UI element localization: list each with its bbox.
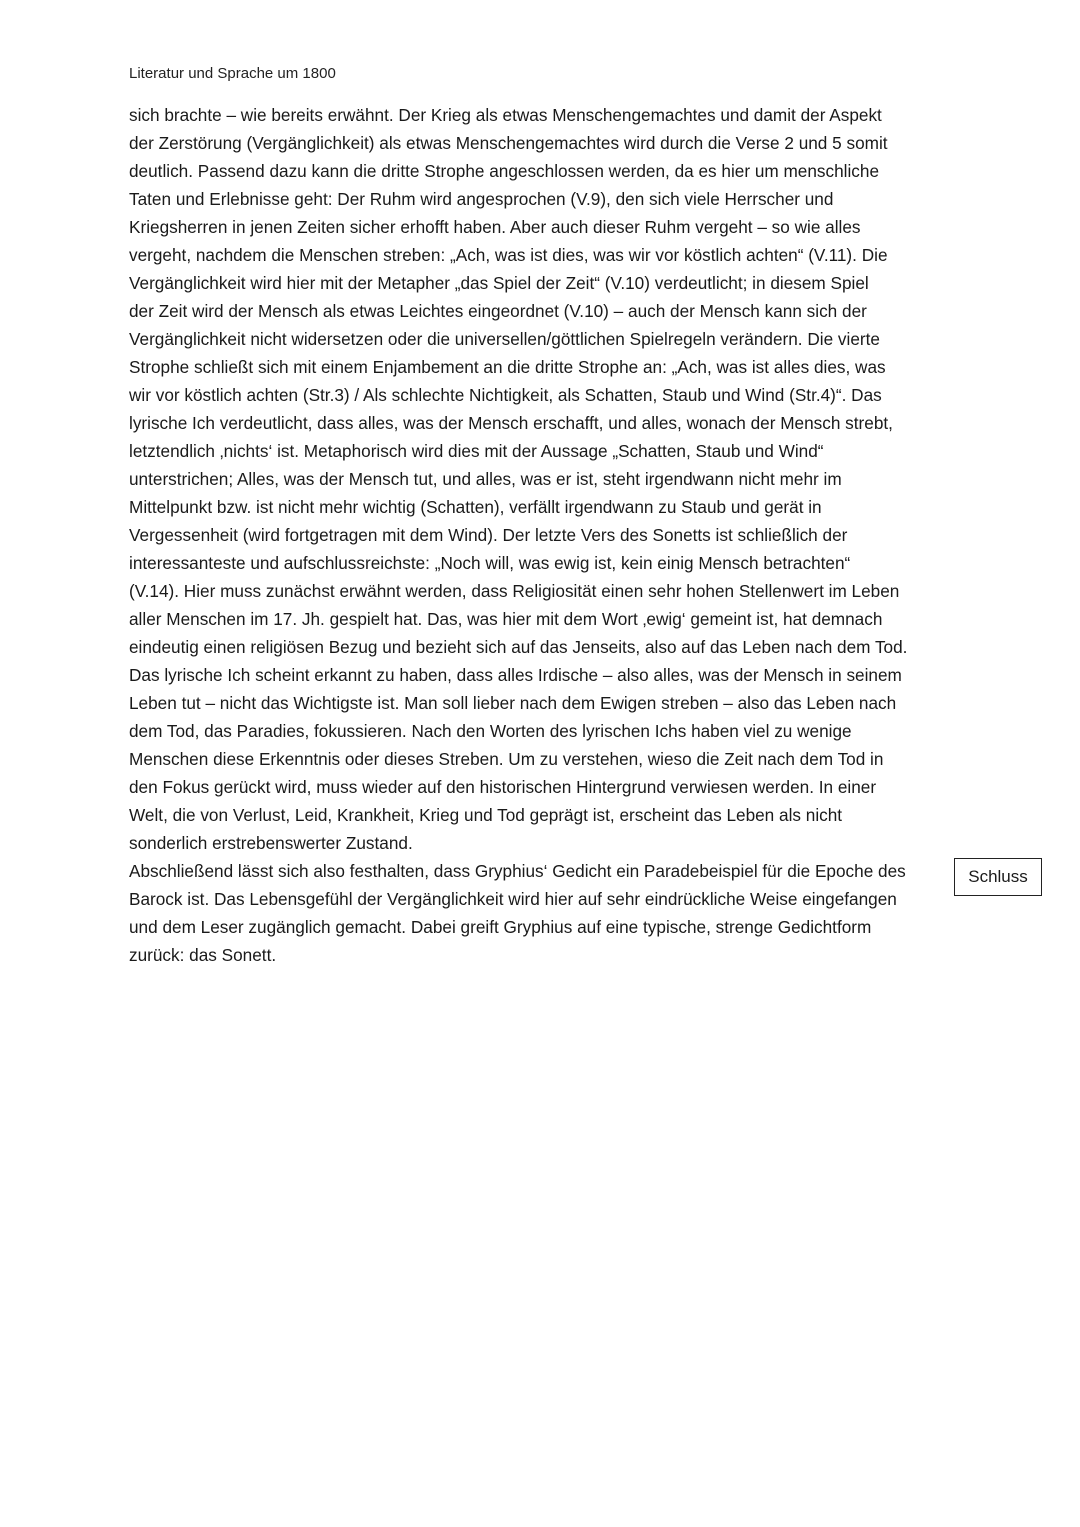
conclusion-first-line: Abschließend lässt sich also festhalten, dass Gryphius‘ Gedicht ein Paradebeispiel für die Epoche des <box>129 861 906 881</box>
text-line: Vergänglichkeit nicht widersetzen oder die universellen/göttlichen Spielregeln verändern. Die vierte <box>129 329 880 349</box>
text-line: Taten und Erlebnisse geht: Der Ruhm wird angesprochen (V.9), den sich viele Herrscher und <box>129 189 834 209</box>
body-text <box>129 101 959 969</box>
text-line: (V.14). Hier muss zunächst erwähnt werden, dass Religiosität einen sehr hohen Stellenwert im Leben <box>129 581 900 601</box>
text-line: Menschen diese Erkenntnis oder dieses Streben. Um zu verstehen, wieso die Zeit nach dem Tod in <box>129 749 884 769</box>
text-line: Vergänglichkeit wird hier mit der Metapher „das Spiel der Zeit“ (V.10) verdeutlicht; in diesem Spiel <box>129 273 869 293</box>
text-line: Kriegsherren in jenen Zeiten sicher erhofft haben. Aber auch dieser Ruhm vergeht – so wie alles <box>129 217 861 237</box>
text-line: lyrische Ich verdeutlicht, dass alles, was der Mensch erschafft, und alles, wonach der Mensch strebt, <box>129 413 893 433</box>
margin-note-schluss: Schluss <box>954 858 1042 896</box>
text-line: zurück: das Sonett. <box>129 945 277 965</box>
text-line: eindeutig einen religiösen Bezug und bezieht sich auf das Jenseits, also auf das Leben nach dem Tod. <box>129 637 908 657</box>
text-line: der Zerstörung (Vergänglichkeit) als etwas Menschengemachtes wird durch die Verse 2 und 5 somit <box>129 133 888 153</box>
text-line: interessanteste und aufschlussreichste: „Noch will, was ewig ist, kein einig Mensch betrachten“ <box>129 553 851 573</box>
text-line: den Fokus gerückt wird, muss wieder auf den historischen Hintergrund verwiesen werden. In einer <box>129 777 877 797</box>
text-line: sonderlich erstrebenswerter Zustand. <box>129 833 413 853</box>
text-line: aller Menschen im 17. Jh. gespielt hat. Das, was hier mit dem Wort ‚ewig‘ gemeint ist, hat demnach <box>129 609 883 629</box>
text-line: Welt, die von Verlust, Leid, Krankheit, Krieg und Tod geprägt ist, erscheint das Leben als nicht <box>129 805 843 825</box>
text-line: Das lyrische Ich scheint erkannt zu haben, dass alles Irdische – also alles, was der Mensch in seinem <box>129 665 902 685</box>
text-line: Vergessenheit (wird fortgetragen mit dem Wind). Der letzte Vers des Sonetts ist schließlich der <box>129 525 848 545</box>
text-line: Mittelpunkt bzw. ist nicht mehr wichtig (Schatten), verfällt irgendwann zu Staub und gerät in <box>129 497 822 517</box>
text-line: letztendlich ‚nichts‘ ist. Metaphorisch wird dies mit der Aussage „Schatten, Staub und Wind“ <box>129 441 824 461</box>
text-line: wir vor köstlich achten (Str.3) / Als schlechte Nichtigkeit, als Schatten, Staub und Wind (Str.4)“. Das <box>129 385 882 405</box>
text-line: vergeht, nachdem die Menschen streben: „Ach, was ist dies, was wir vor köstlich achten“ (V.11). Die <box>129 245 888 265</box>
text-line: Barock ist. Das Lebensgefühl der Vergänglichkeit wird hier auf sehr eindrückliche Weise eingefangen <box>129 889 897 909</box>
text-line: unterstrichen; Alles, was der Mensch tut, und alles, was er ist, steht irgendwann nicht mehr im <box>129 469 842 489</box>
text-line: dem Tod, das Paradies, fokussieren. Nach den Worten des lyrischen Ichs haben viel zu wenige <box>129 721 852 741</box>
text-line: deutlich. Passend dazu kann die dritte Strophe angeschlossen werden, da es hier um menschliche <box>129 161 880 181</box>
text-line: sich brachte – wie bereits erwähnt. Der Krieg als etwas Menschengemachtes und damit der Aspekt <box>129 105 882 125</box>
text-line: der Zeit wird der Mensch als etwas Leichtes eingeordnet (V.10) – auch der Mensch kann sich der <box>129 301 867 321</box>
text-line: Leben tut – nicht das Wichtigste ist. Man soll lieber nach dem Ewigen streben – also das Leben nach <box>129 693 897 713</box>
running-header: Literatur und Sprache um 1800 <box>129 65 336 82</box>
text-line: Strophe schließt sich mit einem Enjambement an die dritte Strophe an: „Ach, was ist alles dies, was <box>129 357 886 377</box>
text-line: und dem Leser zugänglich gemacht. Dabei greift Gryphius auf eine typische, strenge Gedichtform <box>129 917 872 937</box>
